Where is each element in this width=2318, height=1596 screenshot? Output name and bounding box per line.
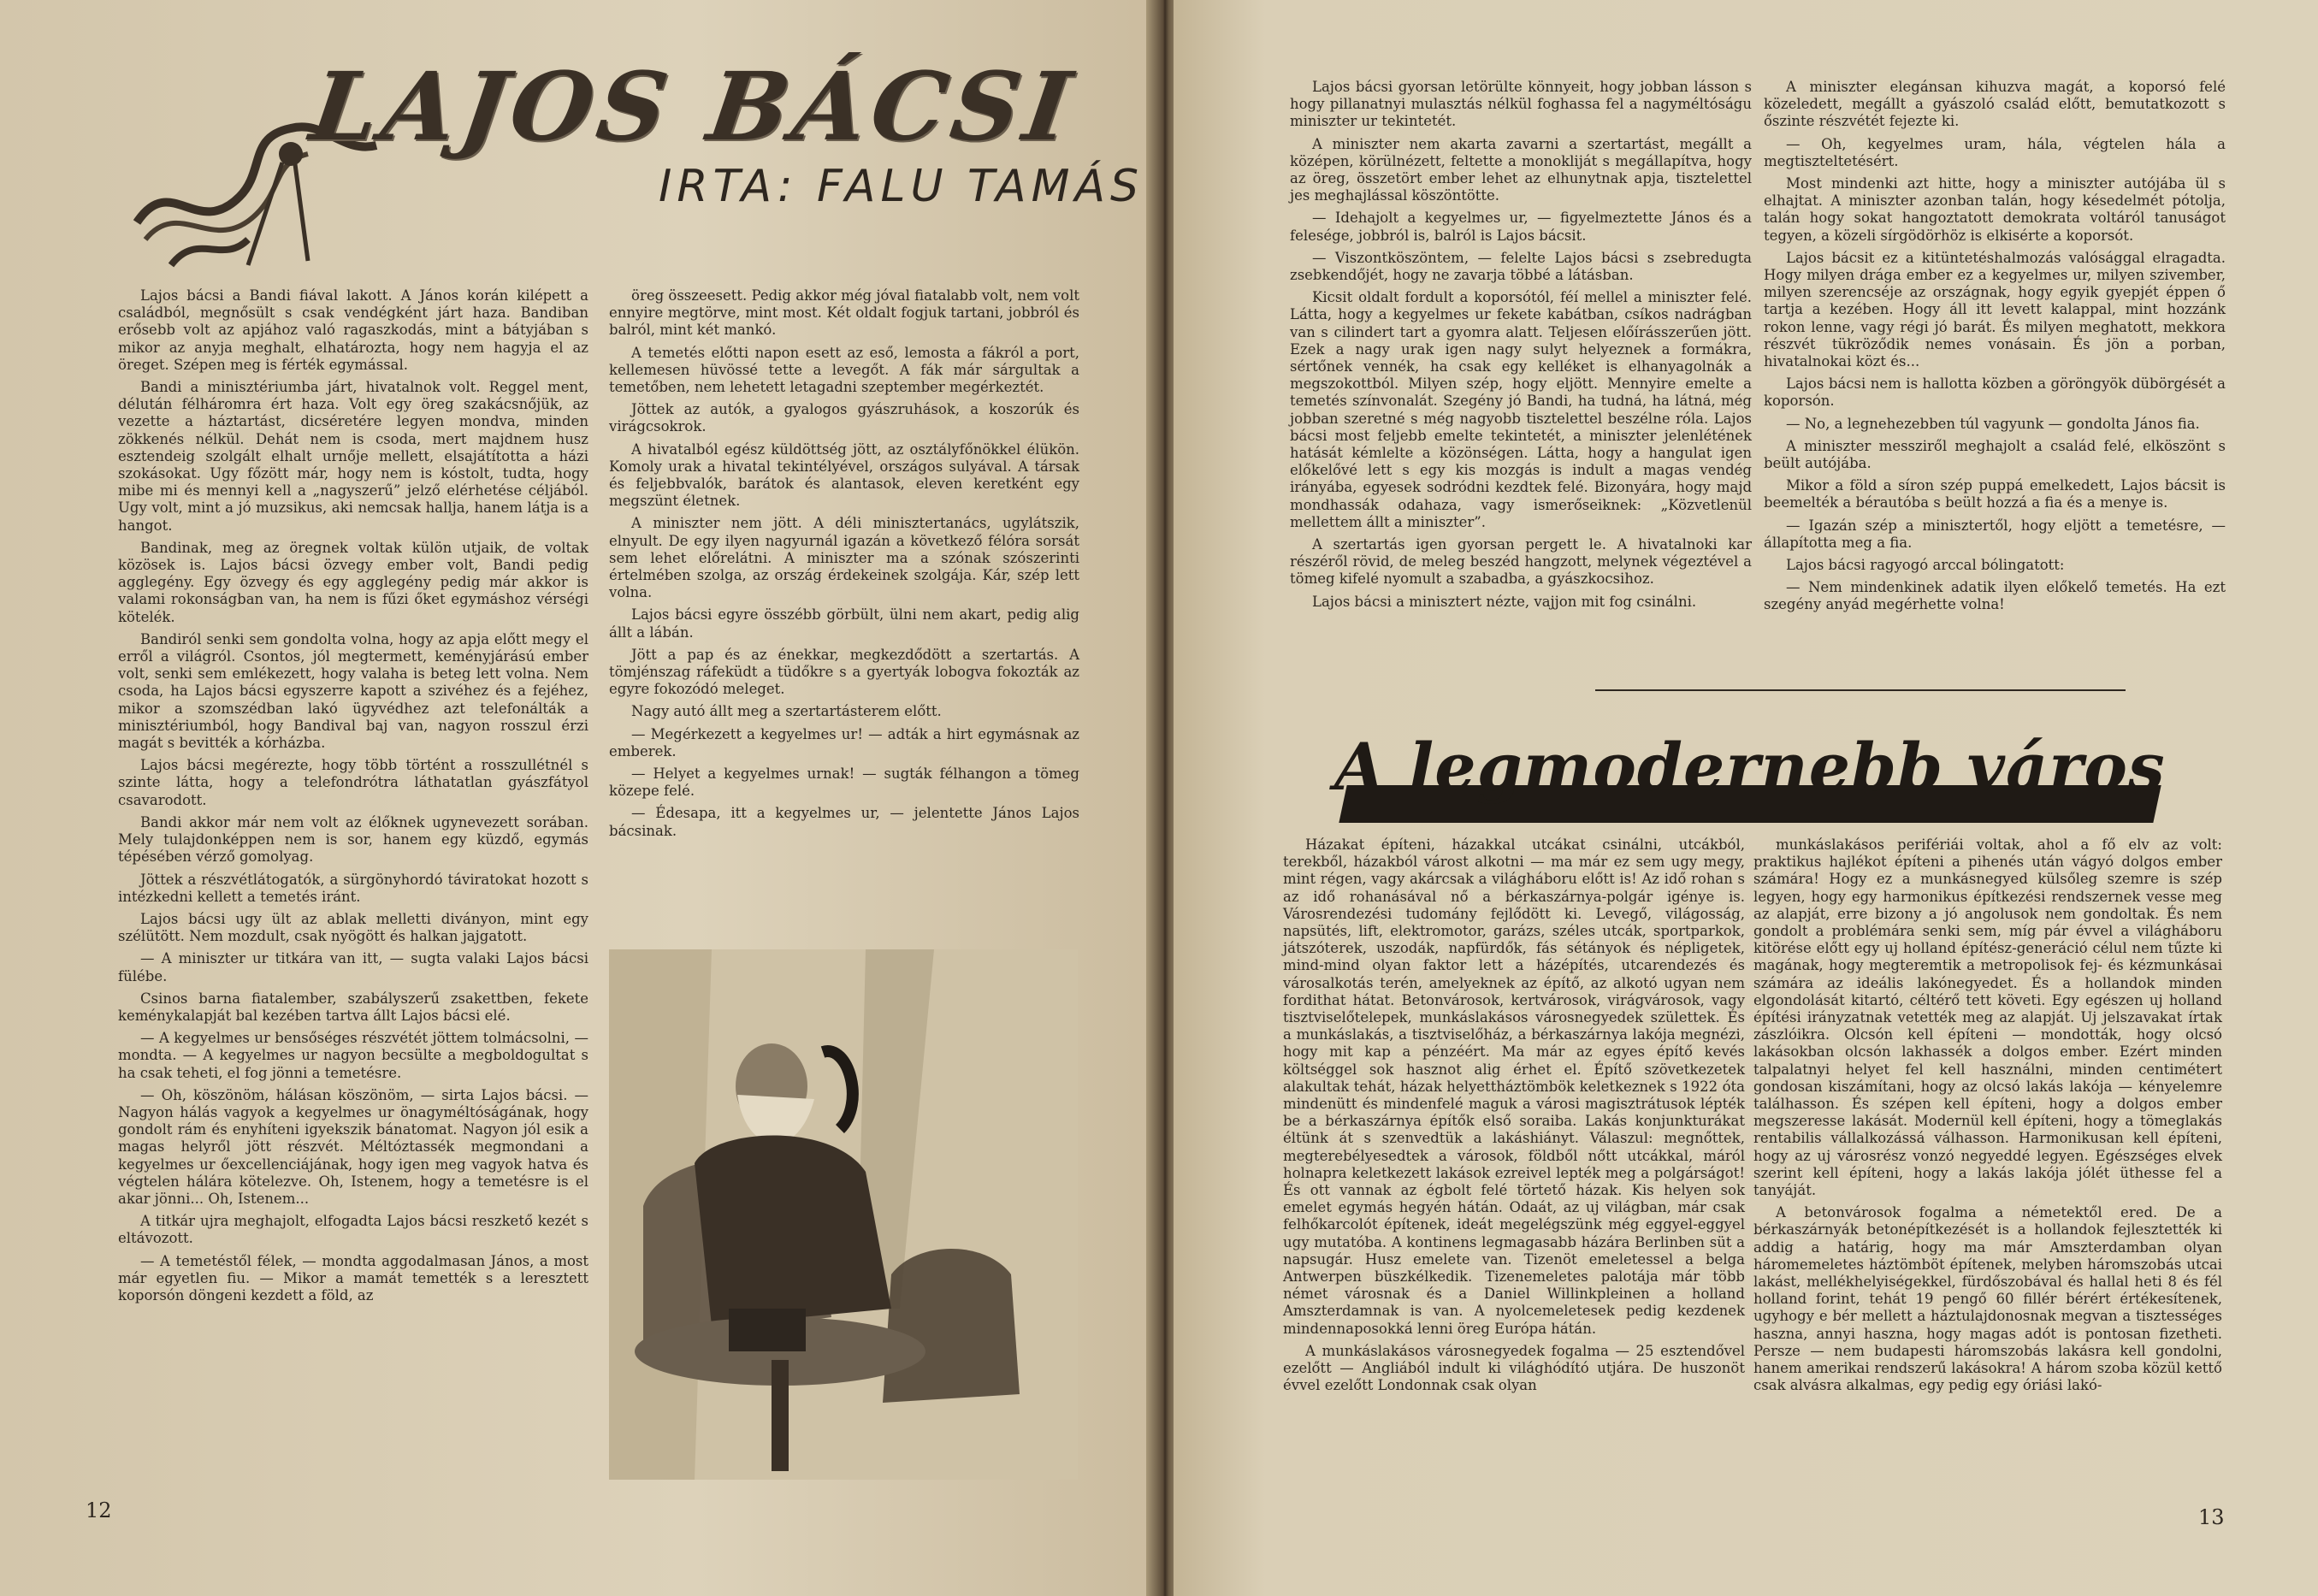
paragraph: A miniszter messziről meghajolt a család felé, elköszönt s beült autójába.: [1764, 437, 2226, 472]
paragraph: Lajos bácsi egyre összébb görbült, ülni nem akart, pedig alig állt a lábán.: [609, 606, 1079, 641]
headline-rule: [1595, 689, 2126, 691]
paragraph: Jöttek a részvétlátogatók, a sürgönyhordó táviratokat hozott s intézkedni kellett a temetés iránt.: [118, 871, 588, 905]
paragraph: A miniszter nem akarta zavarni a szertartást, megállt a középen, körülnézett, feltette a monokliját s megállapítva, hogy az öreg, összetört ember lehet az elhunytnak apja, tisztelettel jes meghajlással köszöntötte.: [1290, 135, 1752, 204]
paragraph: A temetés előtti napon esett az eső, lemosta a fákról a port, kellemesen hüvössé tette a levegőt. A fák már sárgultak a temetőben, nem lehetett letagadni szeptember megérkeztét.: [609, 344, 1079, 396]
old-man-telephone-illustration: [609, 949, 1078, 1480]
paragraph: Lajos bácsi ragyogó arccal bólingatott:: [1786, 557, 2065, 574]
paragraph: A hivatalból egész küldöttség jött, az osztályfőnökkel élükön. Komoly urak a hivatal tekintélyével, országos sulyával. A társak és feljebbvalók, barátok és alantasok, eleven keretként egy megszünt életnek.: [609, 440, 1079, 510]
paragraph: Lajos bácsi megérezte, hogy több történt a rosszullétnél s szinte látta, hogy a telefondrótra láthatatlan gyászfátyol csavarodott.: [118, 757, 588, 808]
right-column-1: [1290, 79, 1752, 616]
paragraph: Most mindenki azt hitte, hogy a miniszter autójába ül s elhajtat. A miniszter azonban talán, hogy késedelmét pótolja, talán hogy sokat hangoztatott demokrata voltáról tanuságot tegyen, a közeli sírgödörhöz is elkisérte a koporsót.: [1764, 175, 2226, 244]
paragraph: — Idehajolt a kegyelmes ur, — figyelmeztette János és a felesége, jobbról is, balról is Lajos bácsit.: [1290, 210, 1752, 244]
paragraph: A miniszter nem jött. A déli minisztertanács, ugylátszik, elnyult. De egy ilyen nagyurnál igazán a következő félóra sorsát sem lehet előrelátni. A miniszter ma a szónak szószerinti értelmében szolga, az ország érdekeinek szolgája. Kár, szép lett volna.: [609, 515, 1079, 601]
paragraph: öreg összeesett. Pedig akkor még jóval fiatalabb volt, nem volt ennyire megtörve, mint most. Két oldalt fogjuk tartani, jobbról és balról, mint két mankó.: [609, 287, 1079, 339]
paragraph: Jöttek az autók, a gyalogos gyászruhások, a koszorúk és virágcsokrok.: [609, 401, 1079, 435]
paragraph: A munkáslakásos városnegyedek fogalma — 25 esztendővel ezelőtt — Angliából indult ki világhódító utjára. De huszonöt évvel ezelőtt Londonnak csak olyan: [1283, 1342, 1745, 1394]
paragraph: A szertartás igen gyorsan pergett le. A hivatalnoki kar részéről rövid, de meleg beszéd hangzott, melynek végeztével a tömeg kifelé nyomult a szabadba, a gyászkocsihoz.: [1290, 536, 1752, 588]
paragraph: Lajos bácsi a minisztert nézte, vajjon mit fog csinálni.: [1312, 593, 1697, 610]
paragraph: Lajos bácsi a Bandi fiával lakott. A János korán kilépett a családból, megnősült s csak vendégként járt haza. Bandiban erősebb volt az apjához való ragaszkodás, mint a bátyjában s mikor az anyja meghalt, elhatározta, hogy nem hagyja el az öreget. Szépen meg is férték egymással.: [118, 287, 588, 373]
right-column-2: [1764, 79, 2226, 619]
left-column-2: [609, 287, 1079, 845]
paragraph: — Igazán szép a minisztertől, hogy eljött a temetésre, — állapította meg a fia.: [1764, 517, 2226, 551]
paragraph: — Oh, köszönöm, hálásan köszönöm, — sirta Lajos bácsi. — Nagyon hálás vagyok a kegyelmes ur önagyméltóságának, hogy gondolt rám és enyhíteni igyekszik bánatomat. Nagyon jól esik a magas helyről jött részvét. Méltóztassék megmondani a kegyelmes ur őexcellenciájának, hogy igen meg vagyok hatva és végtelen hálára kötelezve. Oh, Istenem, hogy a temetésre is el akar jönni... Oh, Istenem...: [118, 1086, 588, 1207]
paragraph: Bandiról senki sem gondolta volna, hogy az apja előtt megy el erről a világról. Csontos, jól megtermett, keményjárású ember volt, senki sem emlékezett, hogy valaha is beteg lett volna. Nem csoda, ha Lajos bácsi egyszerre kapott a szivéhez és a fejéhez, mikor a szomszédban lakó ügyvédhez azt telefonálták a minisztériumból, hogy Bandival baj van, nagyon rosszul érzi magát s bevitték a kórházba.: [118, 630, 588, 752]
right-column-3: [1283, 836, 1745, 1400]
paragraph: Lajos bácsi ugy ült az ablak melletti diványon, mint egy szélütött. Nem mozdult, csak nyögött és halkan jajgatott.: [118, 910, 588, 945]
paragraph: — Megérkezett a kegyelmes ur! — adták a hirt egymásnak az emberek.: [609, 725, 1079, 760]
paragraph: — A miniszter ur titkára van itt, — sugta valaki Lajos bácsi fülébe.: [118, 950, 588, 984]
paragraph: A betonvárosok fogalma a németektől ered. De a bérkaszárnyák betonépítkezését is a hollandok fejlesztették ki addig a határig, hogy ma már Amszterdamban olyan háromemeletes háztömböt építenek, melyben háromszobás utcai lakást, mellékhelyiségekkel, fürdőszobával és hallal heti 8 és fél holland forint, tehát 19 pengő 60 fillér bérért értékesítenek, ugyhogy e bér mellett a háztulajdonosnak megvan a tisztességes haszna, annyi haszna, hogy magas adót is pontosan fizetheti. Persze — nem budapesti háromszobás lakásra kell gondolni, hanem amerikai rendszerű lakásokra! A három szoba közül kettő csak alvásra alkalmas, egy pedig egy óriási lakó-: [1753, 1204, 2222, 1394]
paragraph: — Viszontköszöntem, — felelte Lajos bácsi s zsebredugta zsebkendőjét, hogy ne zavarja többé a látásban.: [1290, 249, 1752, 284]
paragraph: — Oh, kegyelmes uram, hála, végtelen hála a megtiszteltetésért.: [1764, 135, 2226, 169]
paragraph: Lajos bácsi gyorsan letörülte könnyeit, hogy jobban lásson s hogy pillanatnyi mulasztás nélkül foghassa fel a nagyméltóságu miniszter ur tekintetét.: [1290, 79, 1752, 130]
paragraph: Bandi akkor már nem volt az élőknek ugynevezett sorában. Mely tulajdonképpen nem is sor, hanem egy küzdő, egymás tépésében vérző gomolyag.: [118, 813, 588, 866]
paragraph: Házakat építeni, házakkal utcákat csinálni, utcákból, terekből, házakból várost alkotni — ma már ez sem ugy megy, mint régen, vagy akárcsak a világháboru előtt is! Az idő rohan s az idő rohanásával nő a bérkaszárnya-polgár igénye is. Városrendezési tudomány fejlődött ki. Levegő, világosság, napsütés, lift, elektromotor, garázs, széles utcák, sportparkok, játszóterek, uszodák, napfürdők, fás sétányok és népligetek, mind-mind olyan faktor lett a házépítés, utcarendezés és városalkotás terén, amelyeknek az építő, az alkotó ugyan nem fordithat hátat. Betonvárosok, kertvárosok, virágvárosok, vagy tisztviselőtelepek, munkáslakásos városnegyedek születtek. És a munkáslakás, a tisztviselőház, a bérkaszárnya lakója megnézi, hogy mit kap a pénzéért. Ma már az egyes építő kevés költséggel sok hasznot alig érhet el. Építő szövetkezetek alakultak tehát, házak helyettháztömbök keletkeznek s 1922 óta mindenütt és mindenfelé maguk a városi magisztrátusok lépték be a bérkaszárnya építők első soraiba. Lakás konjunkturákat éltünk át s szenvedtük a lakáshiányt. Válaszul: megnőttek, megterebélyesedtek a városok, földből nőtt utcákkal, máról holnapra keletkezett lakások ezreivel lepték meg a polgárságot! És ott vannak az égbolt felé törtető házak. Kis helyen sok emelet egymás hegyén hátán. Odaát, az uj világban, már csak felhőkarcolót építenek, ideát megelégszünk még eggyel-eggyel ugy mutatóba. A kontinens legmagasabb házára Berlinben süt a napsugár. Husz emelete van. Tizenöt emeletessel a belga Antwerpen büszkélkedik. Tizenemeletes palotája már több német városnak és a Daniel Willinkpleinen a holland Amszterdamnak is van. A nyolcemeletesek pedig kezdenek mindennaposokká lenni öreg Európa hátán.: [1283, 836, 1745, 1337]
paragraph: A miniszter elegánsan kihuzva magát, a koporsó felé közeledett, megállt a gyászoló család előtt, bemutatkozott s őszinte részvétét fejezte ki.: [1764, 79, 2226, 130]
paragraph: Lajos bácsit ez a kitüntetéshalmozás valósággal elragadta. Hogy milyen drága ember ez a kegyelmes ur, milyen szivember, milyen szerencséje az országnak, hogy egyik gyepjét éppen ő tartja a kezében. Hogy áll itt levett kalappal, mint hozzánk rokon lenne, vagy régi jó barát. És milyen meghatott, mekkora részvét tükröződik nemes vonásain. És jön a porban, hivatalnokai közt és...: [1764, 249, 2226, 370]
left-column-1: [118, 287, 588, 1309]
article-headline: A legmodernebb város: [1334, 729, 2166, 805]
paragraph: Mikor a föld a síron szép puppá emelkedett, Lajos bácsit is beemelték a bérautóba s beült hozzá a fia és a menye is.: [1764, 477, 2226, 511]
paragraph: A titkár ujra meghajolt, elfogadta Lajos bácsi reszkető kezét s eltávozott.: [118, 1213, 588, 1247]
article-title: LAJOS BÁCSI: [304, 51, 1083, 162]
paragraph: Lajos bácsi nem is hallotta közben a göröngyök dübörgését a koporsón.: [1764, 375, 2226, 410]
paragraph: — No, a legnehezebben túl vagyunk — gondolta János fia.: [1786, 415, 2200, 432]
right-column-4: [1753, 836, 2222, 1400]
paragraph: Csinos barna fiatalember, szabályszerű zsakettben, fekete keménykalapját bal kezében tartva állt Lajos bácsi elé.: [118, 990, 588, 1024]
paragraph: munkáslakásos perifériái voltak, ahol a fő elv az volt: praktikus hajlékot építeni a pihenés után vágyó dolgos ember számára! Hogy ez a munkásnegyed külsőleg szemre is szép legyen, hogy egy harmonikus építkezési rendszernek vesse meg az alapját, erre bizony a jó angolusok nem gondoltak. És nem gondolt a problémára senki sem, míg pár évvel a világháboru kitörése előtt egy uj holland építész-generáció célul nem tűzte ki magának, hogy megteremtik a metropolisok fej- és kézmunkásai számára az ideális lakónegyedet. És a hollandok minden elgondolását kitartó, céltérő tett követi. Egy egészen uj holland építési irányzatnak vetették meg az alapját. Uj jelszavakat írtak zászlóikra. Olcsón kell építeni — mondották, hogy olcsó lakásokban olcsón lakhassék a dolgos ember. Ezért minden talpalatnyi helyet fel kell használni, minden centimétert gondosan kiszámítani, hogy az olcsó lakás lakója — kényelemre találhasson. És szépen kell építeni, hogy a dolgos ember megszeresse lakását. Modernül kell építeni, hogy a tömeglakás rentabilis vállalkozássá válhasson. Harmonikusan kell építeni, hogy az uj városrész vonzó negyeddé legyen. Egészséges elvek szerint kell építeni, hogy a lakás lakója jólét üthesse fel a tanyáját.: [1753, 836, 2222, 1199]
paragraph: — A kegyelmes ur bensőséges részvétét jöttem tolmácsolni, — mondta. — A kegyelmes ur nagyon becsülte a megboldogultat s ha csak teheti, el fog jönni a temetésre.: [118, 1030, 588, 1081]
paragraph: Nagy autó állt meg a szertartásterem előtt.: [631, 703, 942, 720]
paragraph: Kicsit oldalt fordult a koporsótól, féí mellel a miniszter felé. Látta, hogy a kegyelmes ur fekete kabátban, csíkos nadrágban van s cilindert tart a gyomra alatt. Teljesen előírásszerűen jött. Ezek a nagy urak igen nagy sulyt helyeznek a formákra, sértőnek vennék, ha csak egy kelléket is elhanyagolnák a megszokottból. Milyen szép, hogy eljött. Mennyire emelte a temetés színvonalát. Szegény jó Bandi, ha tudná, ha látná, még jobban szeretné s még nagyobb tisztelettel beszélne róla. Lajos bácsi most feljebb emelte tekintetét, a miniszter jelenlétének hatását kémlelte a közönségen. Látta, hogy a hangulat igen előkelővé lett s egy kis mozgás is indult a magas vendég irányába, egyesek sodródni kezdtek felé. Bizonyára, hogy majd mondhassák odahaza, vagy ismerőseiknek: „Közvetlenül mellettem állt a miniszter”.: [1290, 289, 1752, 530]
paragraph: — Édesapa, itt a kegyelmes ur, — jelentette János Lajos bácsinak.: [609, 805, 1079, 839]
paragraph: — Nem mindenkinek adatik ilyen előkelő temetés. Ha ezt szegény anyád megérhette volna!: [1764, 579, 2226, 613]
page-number: 12: [86, 1498, 112, 1522]
paragraph: Jött a pap és az énekkar, megkezdődött a szertartás. A tömjénszag ráfeküdt a tüdőkre s a gyertyák lobogva fokozták az egyre fokozódó meleget.: [609, 646, 1079, 698]
page-number: 13: [2198, 1505, 2225, 1529]
article-byline: IRTA: FALU TAMÁS: [659, 161, 1144, 212]
paragraph: — Helyet a kegyelmes urnak! — sugták félhangon a tömeg közepe felé.: [609, 765, 1079, 800]
paragraph: — A temetéstől félek, — mondta aggodalmasan János, a most már egyetlen fiu. — Mikor a mamát temették s a leresztett koporsón döngeni kezdett a föld, az: [118, 1252, 588, 1303]
paragraph: Bandinak, meg az öregnek voltak külön utjaik, de voltak közösek is. Lajos bácsi özvegy ember volt, Bandi pedig agglegény. Egy özvegy és egy agglegény pedig már akkor is valami rokonságban van, ha nem is fűzi őket egymáshoz vérségi kötelék.: [118, 539, 588, 625]
paragraph: Bandi a minisztériumba járt, hivatalnok volt. Reggel ment, délután félháromra ért haza. Volt egy öreg szakácsnőjük, az vezette a háztartást, dicséretére legyen mondva, minden zökkenés nélkül. Dehát nem is csoda, mert majdnem husz esztendeig szolgált elhalt urnője mellett, elsajátította a házi szokásokat. Ugy főzött már, hogy nem is kóstolt, tudta, hogy mibe mi és mennyi kell a „nagyszerű” jelző elérhetése céljából. Ugy volt, mint a jó muzsikus, aki nemcsak hallja, hanem látja is a hangot.: [118, 379, 588, 534]
left-page: [0, 0, 1156, 1596]
